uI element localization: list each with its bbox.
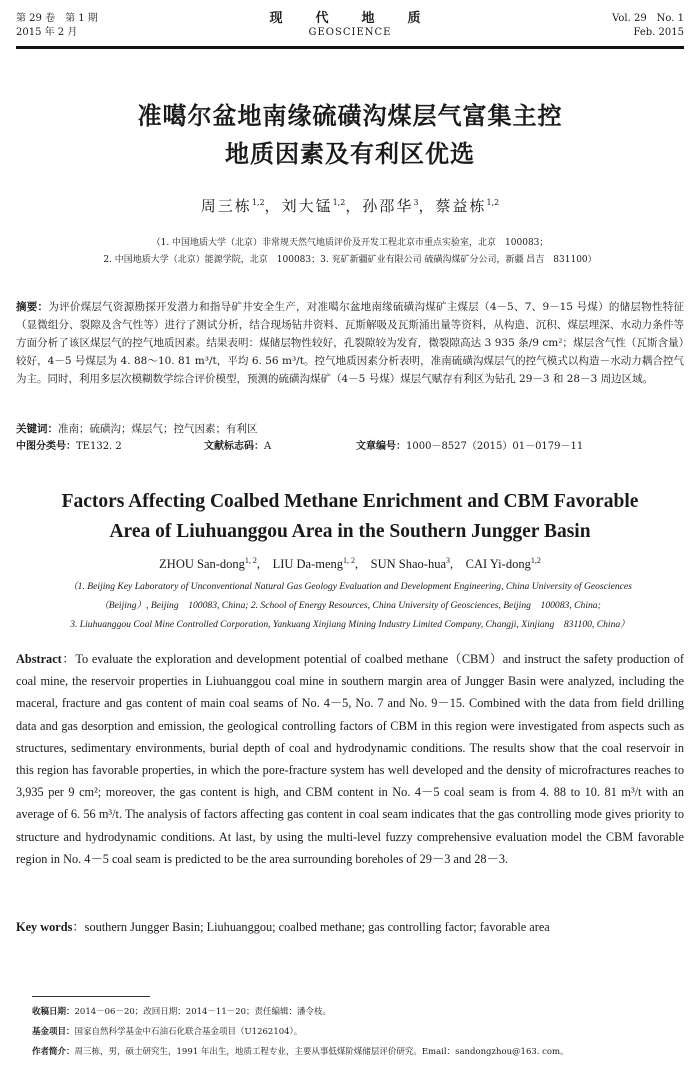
keywords-cn <box>16 420 684 438</box>
author-separator: ， <box>264 197 282 215</box>
title-cn-line-2: 地质因素及有利区优选 <box>225 140 475 168</box>
title-cn-line-1: 准噶尔盆地南缘硫磺沟煤层气富集主控 <box>137 102 563 130</box>
title-en-line-1: Factors Affecting Coalbed Methane Enrichment and CBM Favorable <box>61 491 639 512</box>
author-cn: 蔡益栋 <box>435 197 487 215</box>
author-cn: 刘大锰 <box>281 197 333 215</box>
footnote-received <box>32 1002 680 1022</box>
author-list-en <box>0 554 700 572</box>
title-en-line-2: Area of Liuhuanggou Area in the Southern Jungger Basin <box>109 521 591 542</box>
author-separator: , <box>450 557 466 571</box>
abstract-cn <box>16 298 684 388</box>
date-en: Feb. 2015 <box>633 27 684 38</box>
volume-issue-en: Vol. 29 No. 1 <box>612 13 684 24</box>
keywords-en-label: Key words <box>16 920 73 934</box>
received-text: 2014－06－20；改回日期：2014－11－20；责任编辑：潘令枝。 <box>74 1007 332 1017</box>
footnote-author-bio <box>32 1042 680 1062</box>
footnote-rule <box>32 996 150 997</box>
affiliation-cn-line-1: （1. 中国地质大学（北京）非常规天然气地质评价及开发工程北京市重点实验室，北京 100083； <box>151 238 549 248</box>
article-number-value: 1000－8527（2015）01－0179－11 <box>406 441 584 452</box>
author-cn: 孙邵华 <box>362 197 414 215</box>
keywords-cn-text: 准南；硫磺沟；煤层气；控气因素；有利区 <box>58 423 258 435</box>
journal-name-en: GEOSCIENCE <box>308 27 392 38</box>
abstract-cn-text: 为评价煤层气资源勘探开发潜力和指导矿井安全生产，对准噶尔盆地南缘硫磺沟煤矿主煤层（4－5、7、9－15 号煤）的储层物性特征（显微组分、裂隙及含气性等）进行了测试分析，结合现场钻井资料、瓦斯解吸及瓦斯涌出量等资料，从构造、沉积、煤层埋深、水动力条件等方面分析了该区煤层气的控气地质因素。结果表明：煤储层物性较好，孔裂隙较为发育，微裂隙高达 3 935 条/9 cm²；煤层含气性（瓦斯含量）较好，4－5 号煤层为 4. 88～10. 81 m³/t，平均 6. 56 m³/t。控气地质因素分析表明，准南硫磺沟煤层气的控气模式以构造－水动力耦合控气为主。同时，利用多层次模糊数学综合评价模型，预测的硫磺沟煤矿（4－5 号煤）煤层气赋存有利区为钻孔 29－3 和 28－3 周边区域。 <box>16 301 685 385</box>
clc-value: TE132. 2 <box>76 441 122 452</box>
author-separator: ， <box>418 197 436 215</box>
author-en: SUN Shao-hua <box>370 557 447 571</box>
author-bio-text: 周三栋，男，硕士研究生，1991 年出生，地质工程专业，主要从事低煤阶煤储层评价研究。Email：sandongzhou@163. com。 <box>74 1047 569 1057</box>
author-en: CAI Yi-dong <box>465 557 531 571</box>
clc-number <box>16 438 122 456</box>
author-affil-sup: 1,2 <box>486 198 500 207</box>
fund-text: 国家自然科学基金中石油石化联合基金项目（U1262104）。 <box>74 1027 303 1037</box>
article-title-cn <box>0 97 700 173</box>
keywords-en <box>16 917 684 937</box>
running-header <box>16 12 684 42</box>
affiliations-cn <box>16 235 684 269</box>
header-rule <box>16 46 684 49</box>
author-separator: , <box>256 557 273 571</box>
author-bio-label: 作者简介： <box>32 1047 75 1057</box>
header-center <box>16 12 684 40</box>
affiliations-en <box>12 577 688 634</box>
abstract-en-colon: ： <box>61 652 76 666</box>
clc-label: 中图分类号： <box>16 441 76 452</box>
abstract-en <box>16 648 684 870</box>
footnote-fund <box>32 1022 680 1042</box>
article-title-en <box>20 487 680 547</box>
doc-code-value: A <box>264 441 272 452</box>
abstract-cn-label: 摘要： <box>16 301 49 313</box>
author-en: ZHOU San-dong <box>159 557 245 571</box>
author-affil-sup: 3 <box>446 555 451 565</box>
author-en: LIU Da-meng <box>272 557 344 571</box>
doc-code-label: 文献标志码： <box>204 441 264 452</box>
author-cn: 周三栋 <box>200 197 252 215</box>
keywords-cn-label: 关键词： <box>16 423 58 435</box>
author-affil-sup: 1,2 <box>332 198 346 207</box>
keywords-en-text: southern Jungger Basin; Liuhuanggou; coalbed methane; gas controlling factor; favorable area <box>84 920 550 934</box>
affiliation-en-line-2: （Beijing）, Beijing 100083, China; 2. School of Energy Resources, China University of Geosciences, Beijing 100083, China; <box>99 600 601 611</box>
affiliation-en-line-3: 3. Liuhuanggou Coal Mine Controlled Corporation, Yankuang Xinjiang Mining Industry Limited Company, Changji, Xinjiang 831100, China） <box>70 619 630 630</box>
affiliation-cn-line-2: 2. 中国地质大学（北京）能源学院，北京 100083；3. 兖矿新疆矿业有限公司 硫磺沟煤矿分公司，新疆 昌吉 831100） <box>103 255 597 265</box>
received-label: 收稿日期： <box>32 1007 75 1017</box>
volume-issue-cn: 第 29 卷 第 1 期 <box>16 13 98 24</box>
date-cn: 2015 年 2 月 <box>16 27 78 38</box>
abstract-en-text: To evaluate the exploration and development potential of coalbed methane（CBM）and instruct the safety production of coal mine, the reservoir properties in Liuhuanggou coal mine in southern margin area of Jungger Basin were analyzed, including the maceral, fracture and gas content of main coal seams of No. 4－5, No. 7 and No. 9－15. Combined with the data from field drilling data and gas desorption and emission, the geological controlling factors of CBM in this region were investigated from aspects such as structures, sedimentary environments, burial depth of coal and hydrodynamic conditions. The results show that the coal reservoir in this region has favorable properties, in which the pore-fracture system has well developed and the density of microfractures reaches to 3,935 per 9 cm²; moreover, the gas content is high, and CBM content in No. 4－5 coal seam is from 4. 88 to 10. 81 m³/t with an average of 6. 56 m³/t. The analysis of factors affecting gas content in coal seam indicates that the gas controlling mode gives priority to structure and hydrodynamic conditions. At last, by using the multi-level fuzzy comprehensive evaluation model the CBM favorable region in No. 4－5 coal seam is predicted to be the area surrounding boreholes of 29－3 and 28－3. <box>16 652 684 866</box>
author-affil-sup: 3 <box>413 198 419 207</box>
footnotes <box>32 1002 680 1062</box>
author-affil-sup: 1, 2 <box>244 555 257 565</box>
abstract-en-label: Abstract <box>16 652 62 666</box>
header-right <box>612 12 684 40</box>
document-code <box>204 438 271 456</box>
article-number-label: 文章编号： <box>356 441 406 452</box>
keywords-en-colon: ： <box>72 920 85 934</box>
affiliation-en-line-1: （1. Beijing Key Laboratory of Unconventional Natural Gas Geology Evaluation and Development Engineering, China University of Geosciences <box>68 581 632 592</box>
author-separator: , <box>355 557 371 571</box>
author-separator: ， <box>345 197 363 215</box>
author-list-cn <box>0 195 700 216</box>
journal-name-cn: 现 代 地 质 <box>269 11 431 26</box>
fund-label: 基金项目： <box>32 1027 75 1037</box>
author-affil-sup: 1,2 <box>530 555 541 565</box>
author-affil-sup: 1, 2 <box>343 555 356 565</box>
article-number <box>356 438 583 456</box>
author-affil-sup: 1,2 <box>251 198 265 207</box>
